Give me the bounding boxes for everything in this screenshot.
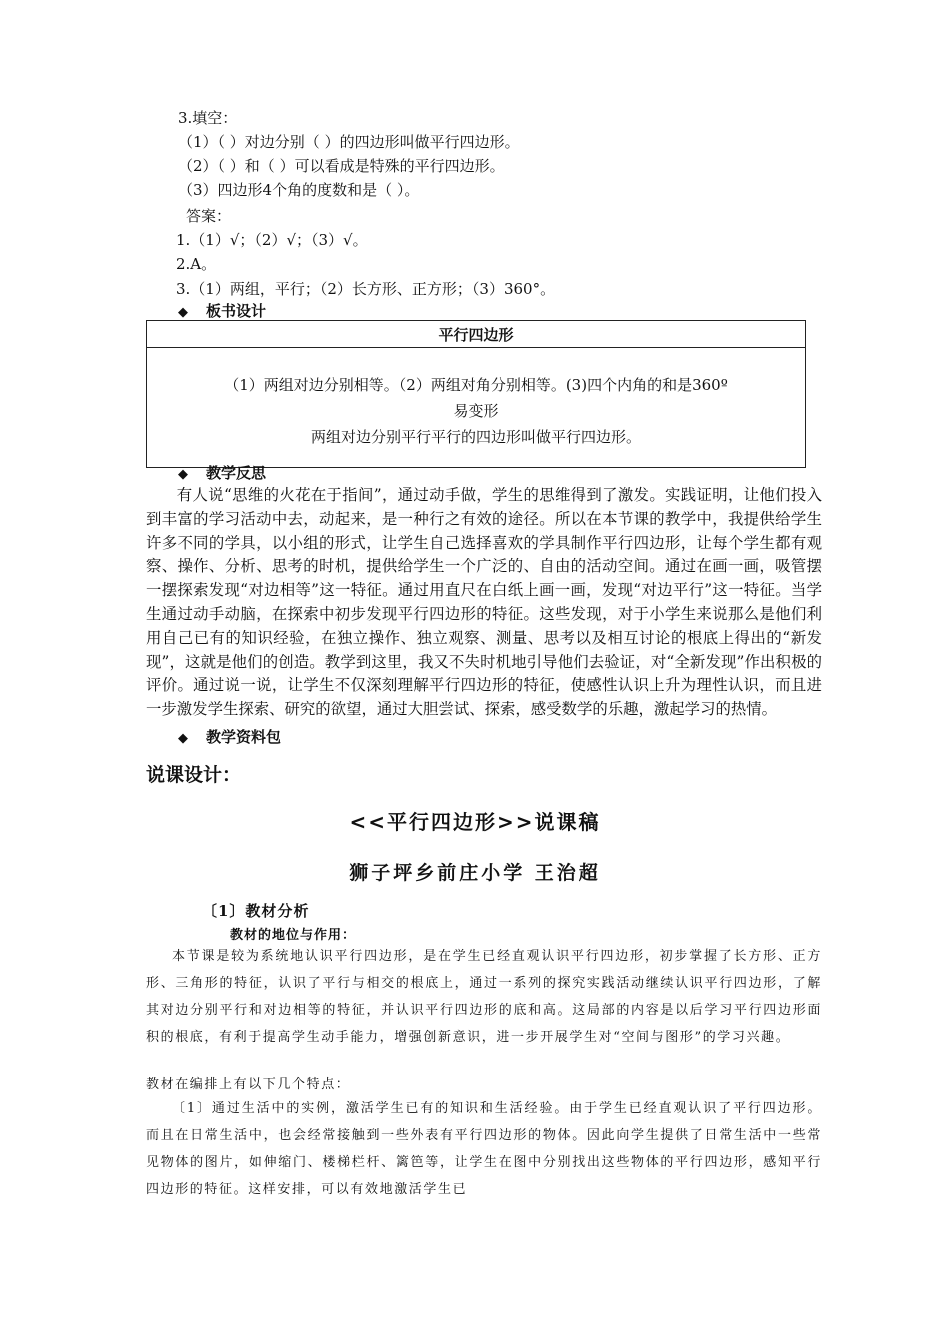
reflection-paragraph: 有人说“思维的火花在于指间”，通过动手做，学生的思维得到了激发。实践证明，让他们投入到丰富的学习活动中去，动起来，是一种行之有效的途径。所以在本节课的教学中，我提供给学生许多不同的学具，以小组的形式，让学生自己选择喜欢的学具制作平行四边形，让每个学生都有观察、操作、分析、思考的时机，提供给学生一个广泛的、自由的活动空间。通过在画一画，吸管摆一摆探索发现“对边相等”这一特征。通过用直尺在白纸上画一画，发现“对边平行”这一特征。当学生通过动手动脑，在探索中初步发现平行四边形的特征。这些发现，对于小学生来说那么是他们利用自己已有的知识经验，在独立操作、独立观察、测量、思考以及相互讨论的根底上得出的“新发现”，这就是他们的创造。教学到这里，我又不失时机地引导他们去验证，对“全新发现”作出积极的评价。通过说一说，让学生不仅深刻理解平行四边形的特征，使感性认识上升为理性认识，而且进一步激发学生探索、研究的欲望，通过大胆尝试、探索，感受数学的乐趣，激起学习的热情。: [146, 486, 822, 719]
speech-paragraph-3: 〔1〕通过生活中的实例，激活学生已有的知识和生活经验。由于学生已经直观认识了平行四边形。而且在日常生活中，也会经常接触到一些外表有平行四边形的物体。因此向学生提供了日常生活中一些常见物体的图片，如伸缩门、楼梯栏杆、篱笆等，让学生在图中分别找出这些物体的平行四边形，感知平行四边形的特征。这样安排，可以有效地激活学生已: [146, 1101, 822, 1197]
board-line-2: 易变形: [453, 402, 499, 420]
board-line-3: 两组对边分别平行平行的四边形叫做平行四边形。: [310, 428, 641, 446]
fill-blank-heading: 3.填空：: [178, 109, 238, 127]
answer-3: 3.（1）两组，平行；（2）长方形、正方形；（3）360°。: [176, 280, 556, 298]
answer-1: 1.（1）√；（2）√；（3）√。: [176, 231, 368, 249]
resources-heading: ◆ 教学资料包: [178, 728, 282, 746]
diamond-bullet-icon: ◆: [178, 467, 188, 482]
speech-title: <<平行四边形>>说课稿: [349, 810, 601, 834]
board-design-table: [146, 320, 806, 468]
role-subheading: 教材的地位与作用：: [230, 928, 357, 943]
board-line-1: （1）两组对边分别相等。（2）两组对角分别相等。(3)四个内角的和是360º: [224, 376, 728, 394]
diamond-bullet-icon: ◆: [178, 731, 188, 746]
board-title: 平行四边形: [147, 321, 806, 348]
speech-author: 狮子坪乡前庄小学 王治超: [349, 862, 601, 884]
board-heading: ◆ 板书设计: [178, 302, 267, 320]
answer-2: 2.A。: [176, 255, 217, 273]
fill-blank-q1: （1）（ ）对边分别（ ）的四边形叫做平行四边形。: [178, 133, 520, 151]
diamond-bullet-icon: ◆: [178, 305, 188, 320]
fill-blank-q3: （3）四边形4个角的度数和是（ ）。: [178, 181, 420, 199]
fill-blank-q2: （2）（ ）和（ ）可以看成是特殊的平行四边形。: [178, 157, 505, 175]
answers-heading: 答案：: [186, 207, 232, 225]
speech-paragraph-2: 教材在编排上有以下几个特点：: [146, 1077, 351, 1092]
board-body: [147, 348, 806, 468]
speech-paragraph-1: 本节课是较为系统地认识平行四边形，是在学生已经直观认识平行四边形，初步掌握了长方形、正方形、三角形的特征，认识了平行与相交的根底上，通过一系列的探究实践活动继续认识平行四边形，了解其对边分别平行和对边相等的特征，并认识平行四边形的底和高。这局部的内容是以后学习平行四边形面积的根底，有利于提高学生动手能力，增强创新意识，进一步开展学生对“空间与图形”的学习兴趣。: [146, 949, 822, 1045]
reflection-heading: ◆ 教学反思: [178, 464, 267, 482]
speech-label: 说课设计：: [146, 764, 242, 786]
section-1-heading: 〔1〕教材分析: [202, 902, 310, 920]
